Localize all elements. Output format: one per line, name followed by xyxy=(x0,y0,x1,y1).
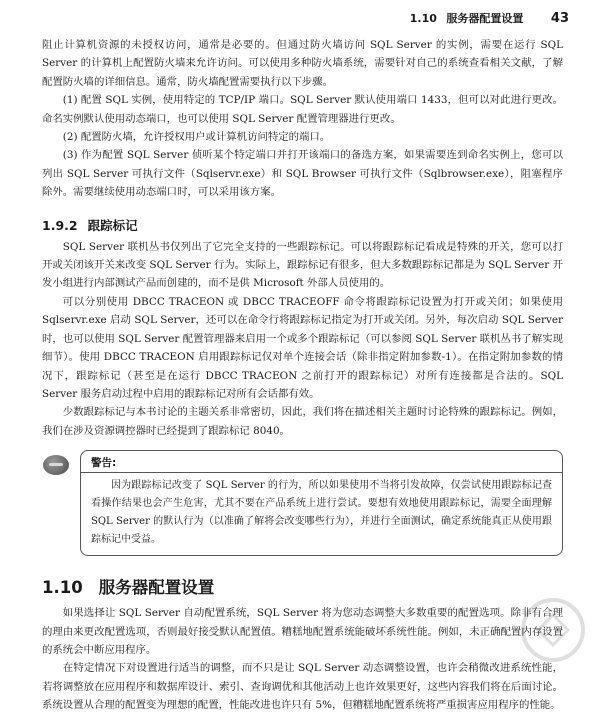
section-title: 跟踪标记 xyxy=(87,217,138,233)
watermark-icon xyxy=(513,590,593,670)
firewall-step-1: (1) 配置 SQL 实例，使用特定的 TCP/IP 端口。SQL Server 默认使用端口 1433，但可以对此进行更改。命名实例默认使用动态端口，也可以使用 SQL Server 配置管理器进行更改。 xyxy=(42,94,563,125)
warning-body: 因为跟踪标记改变了 SQL Server 的行为，所以如果使用不当将引发故障，仅尝试使用跟踪标记查看操作结果也会产生危害，尤其不要在产品系统上进行尝试。要想有效地使用跟踪标记，需要全面理解 SQL Server 的默认行为（以准确了解将会改变哪些行为），并进行全面测试，确定系统能真正从使用跟踪标记中受益。 xyxy=(91,480,552,546)
warning-icon xyxy=(43,455,69,475)
trace-flags-paragraph-1: SQL Server 联机丛书仅列出了它完全支持的一些跟踪标记。可以将跟踪标记看成是特殊的开关，您可以打开或关闭该开关来改变 SQL Server 行为。实际上，跟踪标记有很多，但大多数跟踪标记都是为 SQL Server 开发小组进行内部测试产品而创建的，而不是供 Microsoft 外部人员使用的。 xyxy=(42,240,563,290)
warning-title: 警告: xyxy=(81,454,562,473)
trace-flags-paragraph-2: 可以分别使用 DBCC TRACEON 或 DBCC TRACEOFF 命令将跟踪标记设置为打开或关闭；如果使用 Sqlservr.exe 启动 SQL Server，还可以在命令行将跟踪标记指定为打开或关闭。另外，每次启动 SQL Server 时，也可以使用 SQL Server 配置管理器来启用一个或多个跟踪标记（可以参阅 SQL Server 联机丛书了解实现细节）。使用 DBCC TRACEON 启用跟踪标记仅对单个连接会话（除非指定附加参数-1）。在指定附加参数的情况下，跟踪标记（甚至是在运行 DBCC TRACEON 之前打开的跟踪标记）对所有连接都是合法的。SQL Server 服务启动过程中启用的跟踪标记对所有会话都有效。 xyxy=(42,295,563,400)
intro-paragraph: 阻止计算机资源的未授权访问，通常是必要的。但通过防火墙访问 SQL Server 的实例，需要在运行 SQL Server 的计算机上配置防火墙来允许访问。可以使用多种防火墙系统，需要针对自己的系统查看相关文献，了解配置防火墙的详细信息。通常，防火墙配置需要执行以下步骤。 xyxy=(42,39,563,88)
section-number: 1.9.2 xyxy=(42,217,78,233)
header-section-title: 服务器配置设置 xyxy=(446,12,524,25)
header-section-number: 1.10 xyxy=(409,12,437,25)
trace-flags-paragraph-3: 少数跟踪标记与本书讨论的主题关系非常密切，因此，我们将在描述相关主题时讨论特殊的跟踪标记。例如，我们在涉及资源调控器时已经提到了跟踪标记 8040。 xyxy=(42,406,563,437)
server-config-paragraph-1: 如果选择让 SQL Server 自动配置系统，SQL Server 将为您动态调整大多数重要的配置选项。除非有合理的理由来更改配置选项，否则最好接受默认配置值。糟糕地配置系统能破坏系统性能。例如，未正确配置内存设置的系统会中断应用程序。 xyxy=(42,607,563,656)
page-number: 43 xyxy=(550,11,569,26)
running-header xyxy=(34,10,569,28)
section-heading-server-config xyxy=(42,574,563,598)
firewall-step-2: (2) 配置防火墙，允许授权用户或计算机访问特定的端口。 xyxy=(62,131,331,144)
chapter-section-number: 1.10 xyxy=(42,578,83,598)
page-body xyxy=(42,36,563,715)
warning-box xyxy=(80,450,563,556)
section-heading-trace-flags xyxy=(42,216,563,234)
firewall-step-3: (3) 作为配置 SQL Server 侦听某个特定端口并打开该端口的备选方案，如果需要连到命名实例上，您可以列出 SQL Server 可执行文件（Sqlservr.exe）和 SQL Browser 可执行文件（Sqlbrowser.exe），阻塞程序除外。需要继续使用动态端口时，可以采用该方案。 xyxy=(42,149,563,199)
server-config-paragraph-2: 在特定情况下对设置进行适当的调整，而不只是让 SQL Server 动态调整设置，也许会稍微改进系统性能，若将调整放在应用程序和数据库设计、索引、查询调优和其他活动上也许效果更好，这些内容我们将在后面讨论。系统设置从合理的配置变为理想的配置，性能改进也许只有 5%，但糟糕地配置系统将严重损害应用程序的性能。 xyxy=(42,662,563,712)
chapter-section-title: 服务器配置设置 xyxy=(98,578,215,598)
